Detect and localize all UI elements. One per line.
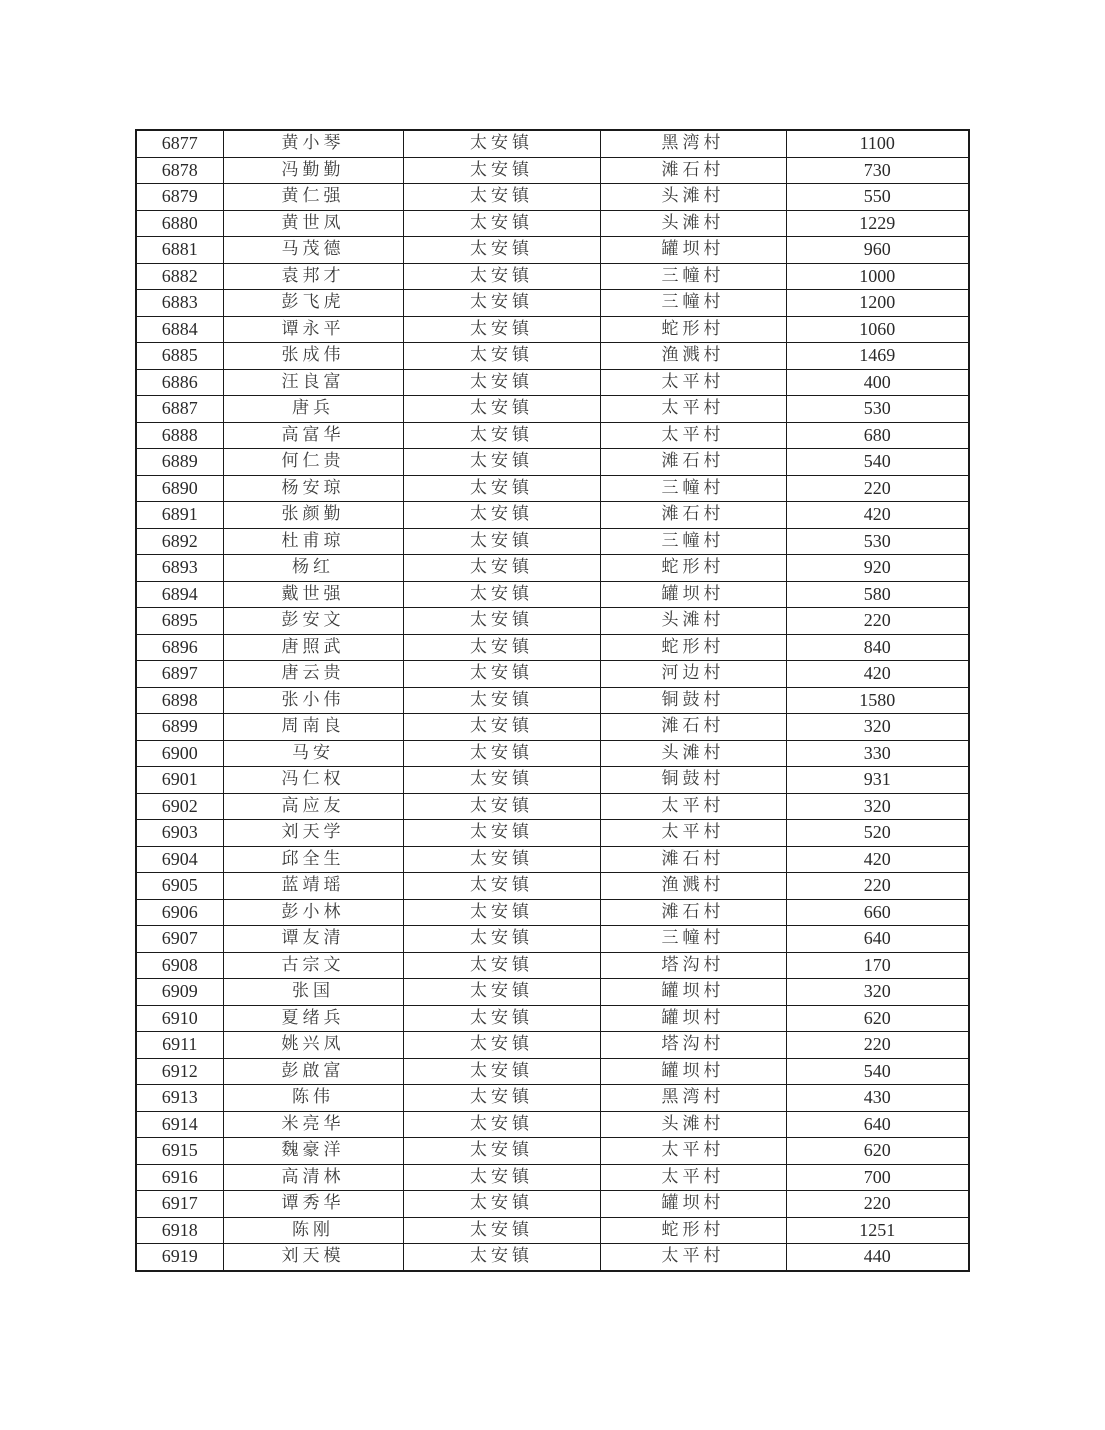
- cell-village: 铜鼓村: [600, 687, 786, 714]
- cell-person-name: 陈刚: [223, 1217, 403, 1244]
- cell-village: 太平村: [600, 1244, 786, 1271]
- cell-serial-number: 6904: [136, 846, 223, 873]
- cell-person-name: 何仁贵: [223, 449, 403, 476]
- table-row: [136, 1138, 969, 1165]
- cell-village: 头滩村: [600, 1111, 786, 1138]
- cell-town: 太安镇: [403, 687, 600, 714]
- cell-serial-number: 6894: [136, 581, 223, 608]
- cell-town: 太安镇: [403, 952, 600, 979]
- cell-town: 太安镇: [403, 581, 600, 608]
- cell-village: 蛇形村: [600, 634, 786, 661]
- table-row: [136, 952, 969, 979]
- cell-amount: 700: [786, 1164, 969, 1191]
- cell-serial-number: 6905: [136, 873, 223, 900]
- cell-village: 太平村: [600, 396, 786, 423]
- cell-town: 太安镇: [403, 184, 600, 211]
- data-table: [135, 129, 970, 1272]
- table-row: [136, 714, 969, 741]
- table-row: [136, 1191, 969, 1218]
- cell-person-name: 黄小琴: [223, 130, 403, 157]
- cell-person-name: 张国: [223, 979, 403, 1006]
- cell-serial-number: 6914: [136, 1111, 223, 1138]
- cell-amount: 1200: [786, 290, 969, 317]
- table-body: [136, 130, 969, 1271]
- table-row: [136, 767, 969, 794]
- cell-village: 黑湾村: [600, 1085, 786, 1112]
- cell-amount: 220: [786, 608, 969, 635]
- cell-person-name: 杜甫琼: [223, 528, 403, 555]
- table-row: [136, 343, 969, 370]
- cell-person-name: 彭啟富: [223, 1058, 403, 1085]
- cell-village: 铜鼓村: [600, 767, 786, 794]
- cell-person-name: 古宗文: [223, 952, 403, 979]
- cell-serial-number: 6902: [136, 793, 223, 820]
- cell-serial-number: 6882: [136, 263, 223, 290]
- cell-serial-number: 6880: [136, 210, 223, 237]
- table-row: [136, 899, 969, 926]
- cell-town: 太安镇: [403, 979, 600, 1006]
- cell-person-name: 高清林: [223, 1164, 403, 1191]
- table-row: [136, 581, 969, 608]
- table-row: [136, 475, 969, 502]
- cell-amount: 430: [786, 1085, 969, 1112]
- cell-town: 太安镇: [403, 290, 600, 317]
- cell-serial-number: 6909: [136, 979, 223, 1006]
- cell-village: 头滩村: [600, 210, 786, 237]
- cell-town: 太安镇: [403, 210, 600, 237]
- cell-village: 滩石村: [600, 502, 786, 529]
- table-row: [136, 634, 969, 661]
- cell-serial-number: 6888: [136, 422, 223, 449]
- cell-amount: 420: [786, 846, 969, 873]
- cell-amount: 400: [786, 369, 969, 396]
- cell-person-name: 姚兴凤: [223, 1032, 403, 1059]
- table-row: [136, 1032, 969, 1059]
- table-row: [136, 1005, 969, 1032]
- cell-village: 蛇形村: [600, 1217, 786, 1244]
- cell-town: 太安镇: [403, 237, 600, 264]
- cell-amount: 440: [786, 1244, 969, 1271]
- table-row: [136, 422, 969, 449]
- cell-town: 太安镇: [403, 502, 600, 529]
- cell-person-name: 袁邦才: [223, 263, 403, 290]
- cell-village: 渔溅村: [600, 873, 786, 900]
- cell-village: 太平村: [600, 820, 786, 847]
- cell-town: 太安镇: [403, 740, 600, 767]
- cell-serial-number: 6907: [136, 926, 223, 953]
- cell-town: 太安镇: [403, 369, 600, 396]
- cell-village: 渔溅村: [600, 343, 786, 370]
- cell-person-name: 彭飞虎: [223, 290, 403, 317]
- cell-village: 三幢村: [600, 475, 786, 502]
- table-row: [136, 555, 969, 582]
- table-row: [136, 157, 969, 184]
- cell-serial-number: 6919: [136, 1244, 223, 1271]
- cell-amount: 550: [786, 184, 969, 211]
- cell-town: 太安镇: [403, 1164, 600, 1191]
- cell-village: 罐坝村: [600, 581, 786, 608]
- cell-town: 太安镇: [403, 899, 600, 926]
- table-row: [136, 846, 969, 873]
- cell-person-name: 张小伟: [223, 687, 403, 714]
- cell-person-name: 黄仁强: [223, 184, 403, 211]
- cell-serial-number: 6901: [136, 767, 223, 794]
- cell-village: 头滩村: [600, 608, 786, 635]
- cell-town: 太安镇: [403, 343, 600, 370]
- cell-person-name: 周南良: [223, 714, 403, 741]
- cell-amount: 420: [786, 502, 969, 529]
- cell-person-name: 谭友清: [223, 926, 403, 953]
- cell-amount: 320: [786, 714, 969, 741]
- cell-amount: 220: [786, 873, 969, 900]
- cell-town: 太安镇: [403, 130, 600, 157]
- cell-amount: 1251: [786, 1217, 969, 1244]
- table-row: [136, 263, 969, 290]
- cell-town: 太安镇: [403, 475, 600, 502]
- cell-village: 罐坝村: [600, 1191, 786, 1218]
- cell-serial-number: 6890: [136, 475, 223, 502]
- cell-person-name: 彭安文: [223, 608, 403, 635]
- cell-village: 三幢村: [600, 290, 786, 317]
- cell-person-name: 魏豪洋: [223, 1138, 403, 1165]
- cell-serial-number: 6897: [136, 661, 223, 688]
- cell-person-name: 彭小林: [223, 899, 403, 926]
- cell-person-name: 汪良富: [223, 369, 403, 396]
- cell-serial-number: 6878: [136, 157, 223, 184]
- cell-amount: 840: [786, 634, 969, 661]
- cell-town: 太安镇: [403, 1085, 600, 1112]
- cell-amount: 660: [786, 899, 969, 926]
- cell-village: 三幢村: [600, 263, 786, 290]
- cell-village: 河边村: [600, 661, 786, 688]
- cell-amount: 730: [786, 157, 969, 184]
- table-row: [136, 449, 969, 476]
- cell-town: 太安镇: [403, 714, 600, 741]
- cell-person-name: 杨安琼: [223, 475, 403, 502]
- table-row: [136, 608, 969, 635]
- cell-person-name: 夏绪兵: [223, 1005, 403, 1032]
- cell-village: 罐坝村: [600, 237, 786, 264]
- cell-village: 滩石村: [600, 899, 786, 926]
- cell-town: 太安镇: [403, 555, 600, 582]
- table-row: [136, 210, 969, 237]
- cell-town: 太安镇: [403, 1111, 600, 1138]
- cell-town: 太安镇: [403, 263, 600, 290]
- cell-serial-number: 6918: [136, 1217, 223, 1244]
- table-row: [136, 316, 969, 343]
- table-row: [136, 1058, 969, 1085]
- cell-village: 蛇形村: [600, 316, 786, 343]
- cell-amount: 530: [786, 396, 969, 423]
- cell-town: 太安镇: [403, 793, 600, 820]
- table-row: [136, 687, 969, 714]
- cell-village: 滩石村: [600, 714, 786, 741]
- cell-amount: 220: [786, 1191, 969, 1218]
- cell-amount: 220: [786, 1032, 969, 1059]
- cell-serial-number: 6900: [136, 740, 223, 767]
- cell-serial-number: 6896: [136, 634, 223, 661]
- table-row: [136, 1244, 969, 1271]
- cell-serial-number: 6891: [136, 502, 223, 529]
- cell-serial-number: 6917: [136, 1191, 223, 1218]
- cell-person-name: 戴世强: [223, 581, 403, 608]
- cell-person-name: 马茂德: [223, 237, 403, 264]
- table-row: [136, 979, 969, 1006]
- cell-serial-number: 6877: [136, 130, 223, 157]
- cell-village: 太平村: [600, 422, 786, 449]
- table-row: [136, 396, 969, 423]
- cell-amount: 640: [786, 926, 969, 953]
- cell-person-name: 谭永平: [223, 316, 403, 343]
- cell-town: 太安镇: [403, 1138, 600, 1165]
- cell-village: 太平村: [600, 1138, 786, 1165]
- cell-town: 太安镇: [403, 873, 600, 900]
- cell-town: 太安镇: [403, 422, 600, 449]
- cell-town: 太安镇: [403, 846, 600, 873]
- cell-serial-number: 6913: [136, 1085, 223, 1112]
- cell-person-name: 蓝靖瑶: [223, 873, 403, 900]
- cell-town: 太安镇: [403, 396, 600, 423]
- table-row: [136, 290, 969, 317]
- cell-village: 塔沟村: [600, 952, 786, 979]
- cell-serial-number: 6906: [136, 899, 223, 926]
- cell-amount: 1100: [786, 130, 969, 157]
- cell-village: 黑湾村: [600, 130, 786, 157]
- cell-town: 太安镇: [403, 634, 600, 661]
- cell-serial-number: 6911: [136, 1032, 223, 1059]
- cell-town: 太安镇: [403, 157, 600, 184]
- table-row: [136, 1085, 969, 1112]
- cell-amount: 320: [786, 793, 969, 820]
- cell-amount: 920: [786, 555, 969, 582]
- cell-serial-number: 6915: [136, 1138, 223, 1165]
- table-row: [136, 237, 969, 264]
- cell-serial-number: 6881: [136, 237, 223, 264]
- cell-village: 太平村: [600, 793, 786, 820]
- cell-town: 太安镇: [403, 767, 600, 794]
- cell-town: 太安镇: [403, 608, 600, 635]
- cell-amount: 1580: [786, 687, 969, 714]
- cell-amount: 420: [786, 661, 969, 688]
- cell-serial-number: 6895: [136, 608, 223, 635]
- cell-amount: 680: [786, 422, 969, 449]
- table-row: [136, 793, 969, 820]
- table-row: [136, 528, 969, 555]
- cell-serial-number: 6889: [136, 449, 223, 476]
- cell-village: 太平村: [600, 369, 786, 396]
- table-row: [136, 926, 969, 953]
- table-row: [136, 820, 969, 847]
- cell-amount: 170: [786, 952, 969, 979]
- table-row: [136, 740, 969, 767]
- cell-serial-number: 6887: [136, 396, 223, 423]
- table-row: [136, 661, 969, 688]
- cell-town: 太安镇: [403, 926, 600, 953]
- cell-serial-number: 6883: [136, 290, 223, 317]
- cell-serial-number: 6898: [136, 687, 223, 714]
- cell-amount: 540: [786, 1058, 969, 1085]
- cell-town: 太安镇: [403, 316, 600, 343]
- cell-village: 塔沟村: [600, 1032, 786, 1059]
- cell-town: 太安镇: [403, 661, 600, 688]
- table-row: [136, 130, 969, 157]
- cell-village: 滩石村: [600, 449, 786, 476]
- cell-person-name: 张成伟: [223, 343, 403, 370]
- table-row: [136, 369, 969, 396]
- cell-serial-number: 6899: [136, 714, 223, 741]
- table-row: [136, 1164, 969, 1191]
- cell-amount: 931: [786, 767, 969, 794]
- cell-village: 罐坝村: [600, 979, 786, 1006]
- cell-person-name: 米亮华: [223, 1111, 403, 1138]
- cell-person-name: 邱全生: [223, 846, 403, 873]
- cell-amount: 620: [786, 1138, 969, 1165]
- cell-village: 头滩村: [600, 184, 786, 211]
- cell-village: 蛇形村: [600, 555, 786, 582]
- cell-amount: 1229: [786, 210, 969, 237]
- table-row: [136, 502, 969, 529]
- cell-town: 太安镇: [403, 1217, 600, 1244]
- cell-person-name: 刘天学: [223, 820, 403, 847]
- cell-amount: 580: [786, 581, 969, 608]
- cell-village: 罐坝村: [600, 1005, 786, 1032]
- cell-person-name: 刘天模: [223, 1244, 403, 1271]
- cell-town: 太安镇: [403, 820, 600, 847]
- cell-serial-number: 6893: [136, 555, 223, 582]
- cell-person-name: 张颜勤: [223, 502, 403, 529]
- cell-amount: 540: [786, 449, 969, 476]
- cell-town: 太安镇: [403, 1058, 600, 1085]
- cell-serial-number: 6879: [136, 184, 223, 211]
- cell-village: 太平村: [600, 1164, 786, 1191]
- cell-serial-number: 6908: [136, 952, 223, 979]
- cell-person-name: 冯勤勤: [223, 157, 403, 184]
- cell-person-name: 陈伟: [223, 1085, 403, 1112]
- cell-town: 太安镇: [403, 449, 600, 476]
- cell-amount: 520: [786, 820, 969, 847]
- cell-serial-number: 6903: [136, 820, 223, 847]
- cell-serial-number: 6916: [136, 1164, 223, 1191]
- table-row: [136, 184, 969, 211]
- cell-person-name: 冯仁权: [223, 767, 403, 794]
- cell-person-name: 高富华: [223, 422, 403, 449]
- cell-person-name: 谭秀华: [223, 1191, 403, 1218]
- cell-serial-number: 6912: [136, 1058, 223, 1085]
- cell-amount: 530: [786, 528, 969, 555]
- cell-town: 太安镇: [403, 1005, 600, 1032]
- cell-amount: 220: [786, 475, 969, 502]
- cell-village: 滩石村: [600, 846, 786, 873]
- cell-person-name: 马安: [223, 740, 403, 767]
- cell-serial-number: 6892: [136, 528, 223, 555]
- cell-village: 三幢村: [600, 528, 786, 555]
- table-row: [136, 1111, 969, 1138]
- table-row: [136, 1217, 969, 1244]
- cell-town: 太安镇: [403, 1191, 600, 1218]
- cell-person-name: 唐兵: [223, 396, 403, 423]
- cell-amount: 320: [786, 979, 969, 1006]
- cell-town: 太安镇: [403, 1032, 600, 1059]
- cell-amount: 640: [786, 1111, 969, 1138]
- cell-village: 滩石村: [600, 157, 786, 184]
- cell-person-name: 唐云贵: [223, 661, 403, 688]
- cell-person-name: 高应友: [223, 793, 403, 820]
- cell-serial-number: 6886: [136, 369, 223, 396]
- cell-amount: 330: [786, 740, 969, 767]
- cell-serial-number: 6910: [136, 1005, 223, 1032]
- cell-amount: 960: [786, 237, 969, 264]
- cell-person-name: 杨红: [223, 555, 403, 582]
- cell-village: 头滩村: [600, 740, 786, 767]
- cell-town: 太安镇: [403, 1244, 600, 1271]
- cell-village: 三幢村: [600, 926, 786, 953]
- cell-serial-number: 6884: [136, 316, 223, 343]
- cell-village: 罐坝村: [600, 1058, 786, 1085]
- table-row: [136, 873, 969, 900]
- cell-amount: 620: [786, 1005, 969, 1032]
- cell-amount: 1469: [786, 343, 969, 370]
- cell-person-name: 黄世凤: [223, 210, 403, 237]
- cell-amount: 1060: [786, 316, 969, 343]
- cell-town: 太安镇: [403, 528, 600, 555]
- cell-person-name: 唐照武: [223, 634, 403, 661]
- cell-amount: 1000: [786, 263, 969, 290]
- cell-serial-number: 6885: [136, 343, 223, 370]
